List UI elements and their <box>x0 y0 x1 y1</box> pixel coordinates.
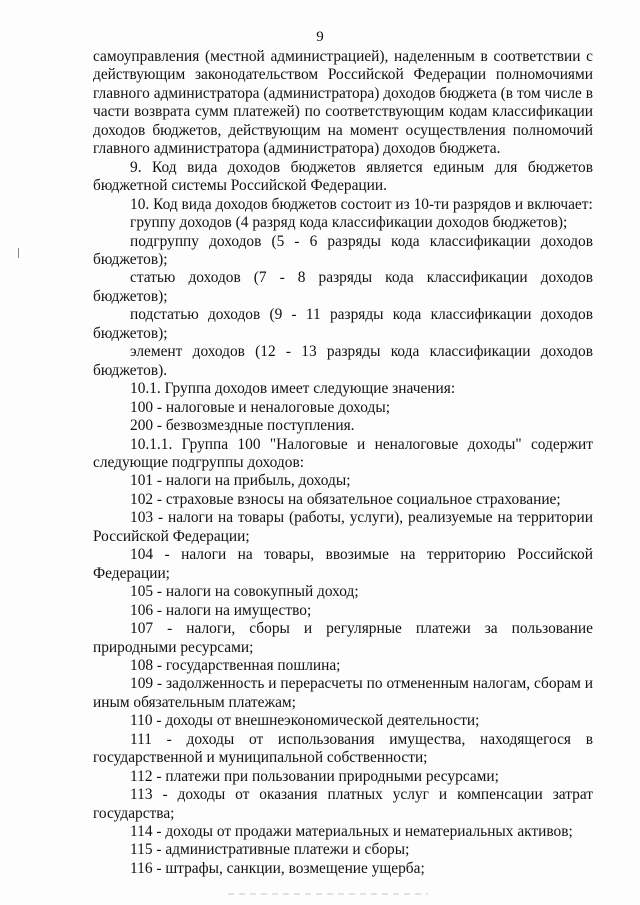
list-item: 200 - безвозмездные поступления. <box>130 417 355 435</box>
list-item: 110 - доходы от внешнеэкономической деятельности; <box>130 712 480 730</box>
list-item: 115 - административные платежи и сборы; <box>130 841 410 859</box>
list-item: 113 - доходы от оказания платных услуг и компенсации затрат государства; <box>93 786 593 822</box>
list-item: 112 - платежи при пользовании природными ресурсами; <box>130 767 499 785</box>
scan-artifact <box>18 248 19 258</box>
list-item: подгруппу доходов (5 - 6 разряды кода классификации доходов бюджетов); <box>93 232 593 268</box>
list-item: 109 - задолженность и перерасчеты по отмененным налогам, сборам и иным обязательным платежам; <box>93 675 593 711</box>
list-item: группу доходов (4 разряд кода классификации доходов бюджетов); <box>130 214 568 232</box>
list-item: 105 - налоги на совокупный доход; <box>130 583 359 601</box>
list-item: статью доходов (7 - 8 разряды кода классификации доходов бюджетов); <box>93 269 593 305</box>
list-item: 111 - доходы от использования имущества, находящегося в государственной и муниципальной собственности; <box>93 730 593 767</box>
document-body <box>93 48 593 878</box>
paragraph: самоуправления (местной администрацией), наделенным в соответствии с действующим законодательством Российской Федерации полномочиями главного администратора (администратора) доходов бюджета (в том числе в части возврата сумм платежей) по соответствующим кодам классификации доходов бюджетов, действующим на момент осуществления полномочий главного администратора (администратора) доходов бюджета. <box>93 48 593 158</box>
paragraph: 9. Код вида доходов бюджетов является единым для бюджетов бюджетной системы Российской Федерации. <box>93 158 593 195</box>
paragraph: 10.1. Группа доходов имеет следующие значения: <box>130 380 456 398</box>
list-item: 103 - налоги на товары (работы, услуги), реализуемые на территории Российской Федерации; <box>93 509 593 545</box>
list-item: 108 - государственная пошлина; <box>130 656 341 674</box>
list-item: 114 - доходы от продажи материальных и нематериальных активов; <box>130 823 573 841</box>
list-item: 107 - налоги, сборы и регулярные платежи за пользование природными ресурсами; <box>93 620 593 656</box>
list-item: 106 - налоги на имущество; <box>130 601 312 619</box>
paragraph: 10. Код вида доходов бюджетов состоит из 10-ти разрядов и включает: <box>130 195 593 213</box>
scan-artifact <box>228 893 428 895</box>
list-item: 104 - налоги на товары, ввозимые на территорию Российской Федерации; <box>93 546 593 582</box>
list-item: 100 - налоговые и неналоговые доходы; <box>130 398 390 416</box>
page-number: 9 <box>316 29 324 45</box>
list-item: 102 - страховые взносы на обязательное социальное страхование; <box>130 490 561 508</box>
list-item: 116 - штрафы, санкции, возмещение ущерба; <box>130 859 425 877</box>
list-item: 101 - налоги на прибыль, доходы; <box>130 472 351 490</box>
list-item: подстатью доходов (9 - 11 разряды кода классификации доходов бюджетов); <box>93 306 593 342</box>
list-item: элемент доходов (12 - 13 разряды кода классификации доходов бюджетов). <box>93 343 593 379</box>
paragraph: 10.1.1. Группа 100 "Налоговые и неналоговые доходы" содержит следующие подгруппы доходов: <box>93 435 593 471</box>
